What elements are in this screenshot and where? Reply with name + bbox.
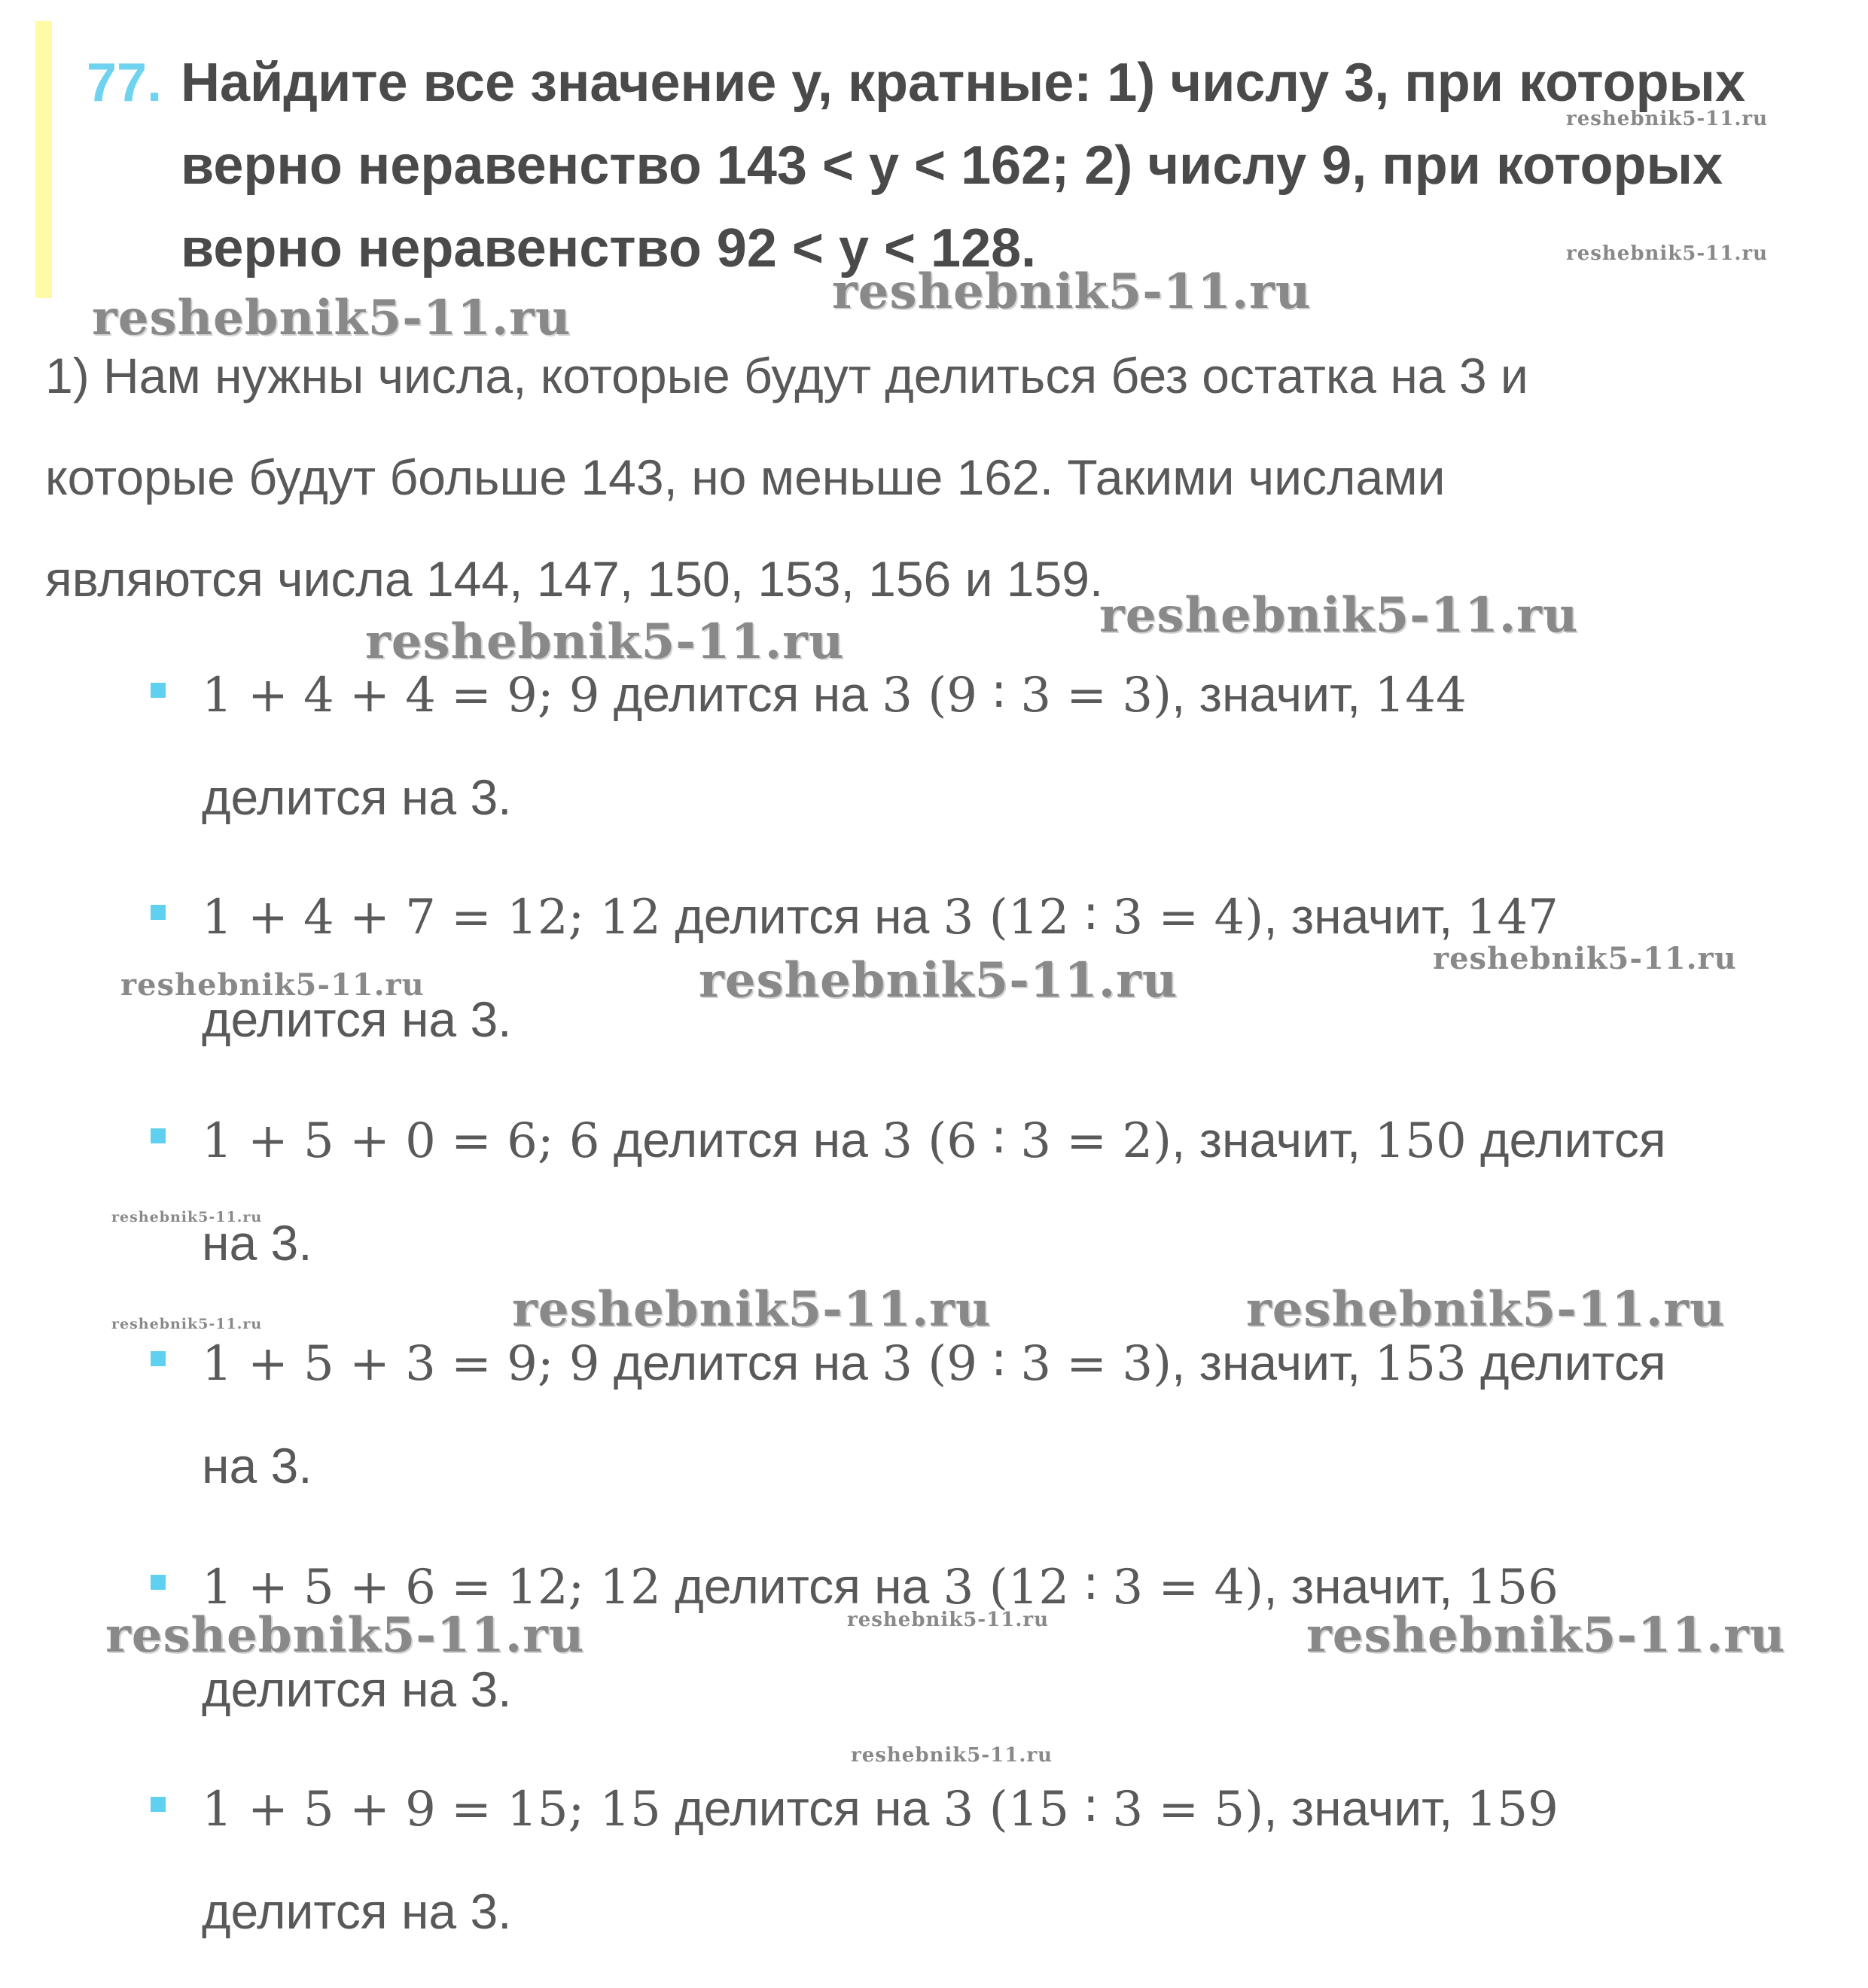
watermark: reshebnik5-11.ru — [512, 1281, 992, 1338]
watermark: reshebnik5-11.ru — [1566, 108, 1769, 130]
step-text-conclusion: , значит, — [1172, 1112, 1375, 1168]
watermark: reshebnik5-11.ru — [832, 263, 1312, 320]
step-text: делится на — [599, 1112, 882, 1168]
step-text-tail: делится — [1466, 1335, 1666, 1390]
step-line-2: делится на 3. — [202, 769, 512, 825]
step-number: 159 — [1466, 1782, 1559, 1837]
step-item — [151, 644, 1822, 848]
step-item — [151, 1089, 1822, 1294]
step-math-division: 3 (12 ∶ 3 = 4) — [943, 890, 1264, 945]
watermark: reshebnik5-11.ru — [847, 1609, 1050, 1631]
step-line-1 — [202, 1758, 1822, 1861]
step-number: 153 — [1374, 1336, 1467, 1392]
task-statement — [181, 41, 1799, 290]
bullet-icon — [151, 683, 166, 698]
watermark: reshebnik5-11.ru — [92, 290, 571, 346]
watermark: reshebnik5-11.ru — [111, 1316, 263, 1332]
step-math-division: 3 (12 ∶ 3 = 4) — [943, 1560, 1264, 1615]
solution-intro — [45, 325, 1822, 630]
task-number: 77. — [87, 53, 163, 113]
step-text-conclusion: , значит, — [1263, 1780, 1467, 1836]
step-math: 1 + 5 + 3 = 9; 9 — [202, 1336, 600, 1392]
task-line-3: верно неравенство 92 < у < 128. — [181, 218, 1037, 279]
step-item — [151, 1312, 1822, 1517]
step-line-2: на 3. — [202, 1438, 312, 1493]
watermark: reshebnik5-11.ru — [851, 1744, 1053, 1767]
intro-line-2: которые будут больше 143, но меньше 162. Такими числами — [45, 449, 1446, 505]
watermark: reshebnik5-11.ru — [699, 952, 1178, 1009]
step-text-conclusion: , значит, — [1263, 888, 1467, 944]
step-text: делится на — [660, 1780, 943, 1836]
accent-bar — [35, 21, 52, 298]
step-math-division: 3 (6 ∶ 3 = 2) — [882, 1113, 1172, 1169]
step-text: делится на — [599, 666, 882, 722]
bullet-icon — [151, 1128, 166, 1143]
intro-line-1: 1) Нам нужны числа, которые будут делиться без остатка на 3 и — [45, 348, 1528, 403]
step-line-2: делится на 3. — [202, 1661, 512, 1717]
step-text-conclusion: , значит, — [1172, 1335, 1375, 1390]
step-line-1 — [202, 1089, 1822, 1192]
step-number: 150 — [1374, 1113, 1467, 1169]
step-math: 1 + 5 + 9 = 15; 15 — [202, 1782, 661, 1837]
step-number: 156 — [1466, 1560, 1559, 1615]
step-math-division: 3 (9 ∶ 3 = 3) — [882, 1336, 1172, 1392]
task-line-1: Найдите все значение у, кратные: 1) числу 3, при которых — [181, 53, 1746, 113]
step-item — [151, 1758, 1822, 1962]
step-math-division: 3 (9 ∶ 3 = 3) — [882, 668, 1172, 723]
bullet-icon — [151, 1351, 166, 1366]
watermark: reshebnik5-11.ru — [105, 1607, 585, 1664]
step-text: делится на — [599, 1335, 882, 1390]
bullet-icon — [151, 1575, 166, 1590]
bullet-icon — [151, 905, 166, 920]
step-text: делится на — [660, 888, 943, 944]
step-line-2: делится на 3. — [202, 1883, 512, 1939]
intro-line-3: являются числа 144, 147, 150, 153, 156 и 159. — [45, 551, 1104, 607]
watermark: reshebnik5-11.ru — [120, 967, 425, 1003]
step-number: 147 — [1466, 890, 1559, 945]
watermark: reshebnik5-11.ru — [1433, 941, 1737, 976]
bullet-icon — [151, 1797, 166, 1812]
watermark: reshebnik5-11.ru — [1099, 587, 1579, 644]
step-line-2: делится на 3. — [202, 991, 512, 1047]
step-text-tail: делится — [1466, 1112, 1666, 1168]
step-text-conclusion: , значит, — [1263, 1558, 1467, 1614]
task-line-2: верно неравенство 143 < у < 162; 2) числу 9, при которых — [181, 135, 1723, 196]
watermark: reshebnik5-11.ru — [365, 613, 845, 670]
watermark: reshebnik5-11.ru — [1566, 242, 1769, 265]
step-math: 1 + 5 + 0 = 6; 6 — [202, 1113, 600, 1169]
step-line-2: на 3. — [202, 1215, 312, 1271]
step-math: 1 + 5 + 6 = 12; 12 — [202, 1560, 661, 1615]
step-math: 1 + 4 + 7 = 12; 12 — [202, 890, 661, 945]
watermark: reshebnik5-11.ru — [1246, 1281, 1726, 1338]
step-text: делится на — [660, 1558, 943, 1614]
step-math: 1 + 4 + 4 = 9; 9 — [202, 668, 600, 723]
step-text-conclusion: , значит, — [1172, 666, 1375, 722]
watermark: reshebnik5-11.ru — [1306, 1607, 1786, 1664]
step-number: 144 — [1374, 668, 1467, 723]
step-math-division: 3 (15 ∶ 3 = 5) — [943, 1782, 1264, 1837]
watermark: reshebnik5-11.ru — [111, 1209, 263, 1225]
